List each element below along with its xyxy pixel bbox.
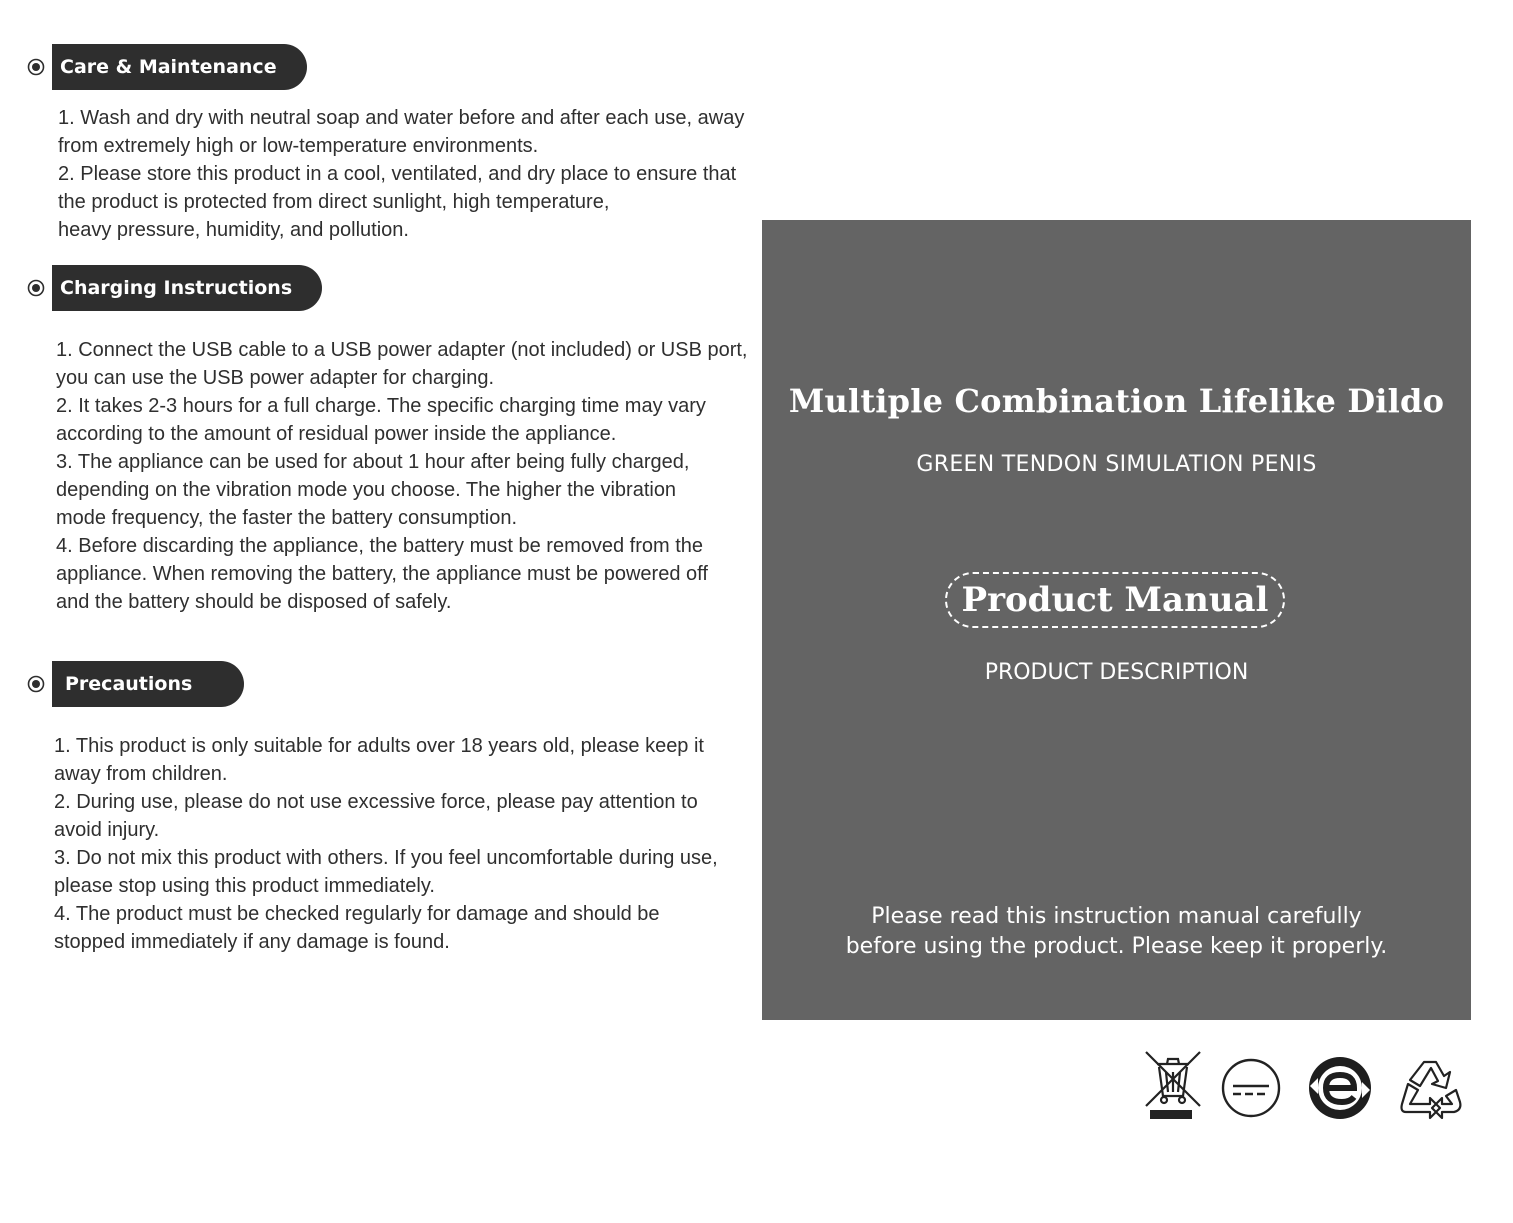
text-line: 1. Wash and dry with neutral soap and water before and after each use, away bbox=[58, 107, 745, 129]
text-line: you can use the USB power adapter for charging. bbox=[56, 367, 495, 389]
text-line: 3. Do not mix this product with others. If you feel uncomfortable during use, bbox=[54, 847, 718, 869]
text-line: 4. Before discarding the appliance, the battery must be removed from the bbox=[56, 535, 704, 557]
dc-current-icon bbox=[1218, 1048, 1284, 1122]
text-line: 1. Connect the USB cable to a USB power adapter (not included) or USB port, bbox=[56, 339, 748, 361]
section-header-precautions bbox=[27, 661, 244, 707]
text-line: heavy pressure, humidity, and pollution. bbox=[58, 219, 409, 241]
note-line: before using the product. Please keep it properly. bbox=[845, 934, 1388, 959]
text-line: 2. During use, please do not use excessive force, please pay attention to bbox=[54, 791, 698, 813]
product-subtitle: GREEN TENDON SIMULATION PENIS bbox=[916, 452, 1317, 477]
section-title: Precautions bbox=[52, 661, 244, 707]
text-line: 2. It takes 2-3 hours for a full charge. The specific charging time may vary bbox=[56, 395, 706, 417]
text-line: according to the amount of residual power inside the appliance. bbox=[56, 423, 617, 445]
text-line: please stop using this product immediately. bbox=[54, 875, 435, 897]
section-title: Care & Maintenance bbox=[52, 44, 307, 90]
text-line: appliance. When removing the battery, the appliance must be powered off bbox=[56, 563, 708, 585]
radio-bullet-icon bbox=[27, 58, 45, 76]
text-line: mode frequency, the faster the battery consumption. bbox=[56, 507, 517, 529]
charging-text bbox=[56, 336, 776, 616]
text-line: the product is protected from direct sunlight, high temperature, bbox=[58, 191, 610, 213]
radio-bullet-icon bbox=[27, 279, 45, 297]
section-header-charging bbox=[27, 265, 322, 311]
text-line: depending on the vibration mode you choose. The higher the vibration bbox=[56, 479, 677, 501]
recycle-icon bbox=[1396, 1048, 1464, 1122]
product-title: Multiple Combination Lifelike Dildo bbox=[788, 382, 1445, 420]
product-manual-label: Product Manual bbox=[945, 572, 1285, 628]
text-line: from extremely high or low-temperature environments. bbox=[58, 135, 539, 157]
text-line: and the battery should be disposed of safely. bbox=[56, 591, 452, 613]
text-line: 1. This product is only suitable for adults over 18 years old, please keep it bbox=[54, 735, 704, 757]
section-header-care bbox=[27, 44, 307, 90]
section-title: Charging Instructions bbox=[52, 265, 322, 311]
text-line: 4. The product must be checked regularly for damage and should be bbox=[54, 903, 660, 925]
environmental-e-icon bbox=[1306, 1048, 1374, 1122]
text-line: stopped immediately if any damage is found. bbox=[54, 931, 450, 953]
product-description-label: PRODUCT DESCRIPTION bbox=[984, 660, 1249, 685]
care-text bbox=[58, 104, 778, 244]
instruction-note bbox=[762, 902, 1471, 962]
note-line: Please read this instruction manual carefully bbox=[871, 904, 1362, 929]
precautions-text bbox=[54, 732, 774, 956]
weee-bin-icon bbox=[1140, 1048, 1206, 1122]
text-line: away from children. bbox=[54, 763, 228, 785]
text-line: 3. The appliance can be used for about 1 hour after being fully charged, bbox=[56, 451, 690, 473]
text-line: avoid injury. bbox=[54, 819, 160, 841]
radio-bullet-icon bbox=[27, 675, 45, 693]
cover-panel bbox=[762, 220, 1471, 1020]
text-line: 2. Please store this product in a cool, ventilated, and dry place to ensure that bbox=[58, 163, 737, 185]
